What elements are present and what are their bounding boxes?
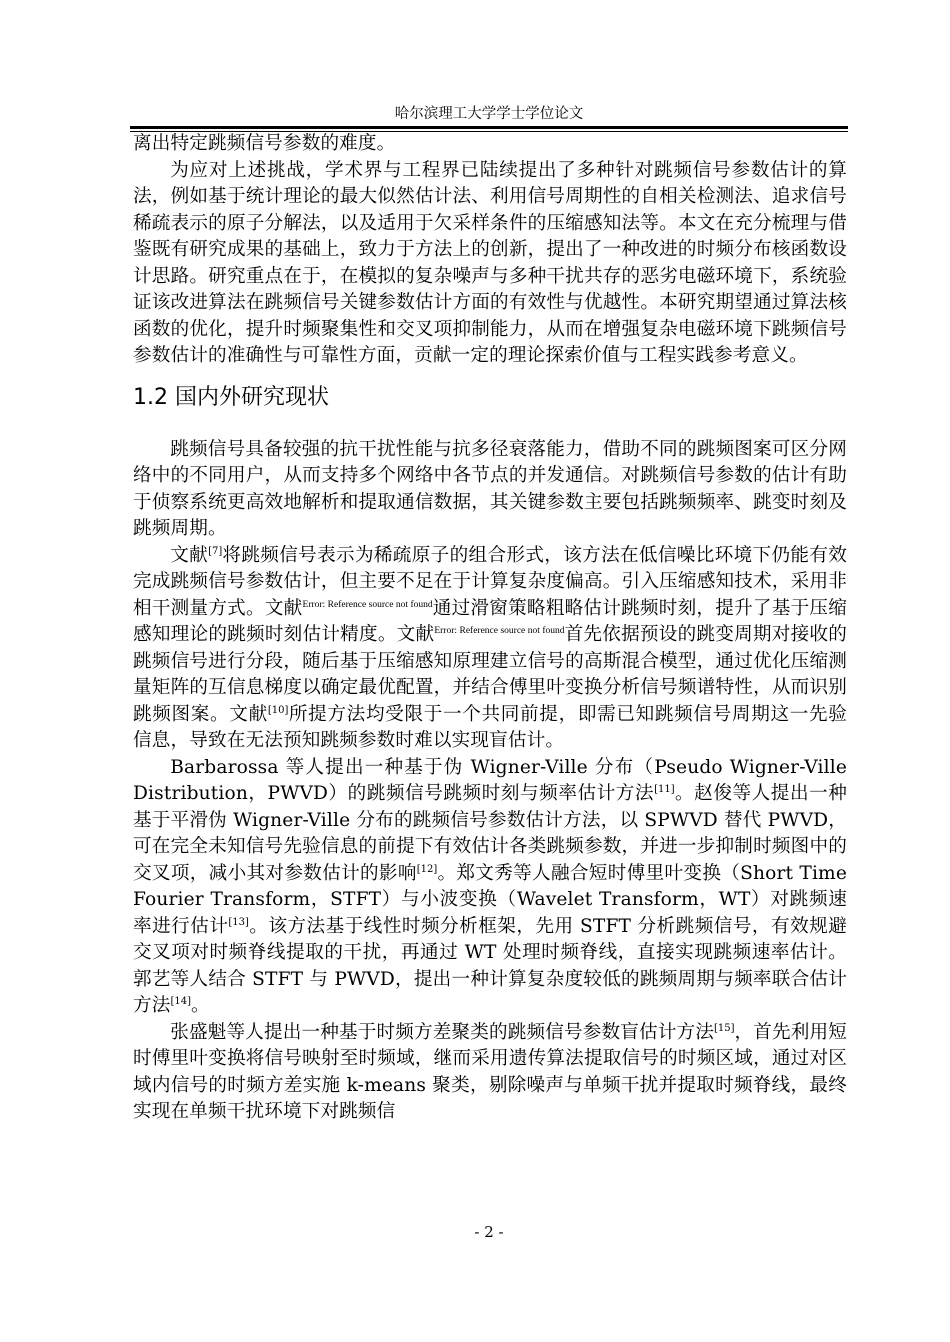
text-run: 。该方法基于线性时频分析框架，先用 STFT 分析跳频信号，有效规避交叉项对时频脊线提取的干扰，再通过 WT 处理时频脊线，直接实现跳频速率估计。郭艺等人结合 STFT 与 PWVD，提出一种计算复杂度较低的跳频周期与频率联合估计方法 (133, 915, 847, 1016)
citation: [10] (267, 704, 289, 716)
text-run: ，首先利用短时傅里叶变换将信号映射至时频域，继而采用遗传算法提取信号的时频区域，通过对区域内信号的时频方差实施 k-means 聚类，剔除噪声与单频干扰并提取时频脊线，最终实现在单频干扰环境下对跳频信 (133, 1021, 847, 1122)
paragraph-literature (133, 543, 847, 755)
running-header: 哈尔滨理工大学学士学位论文 (394, 106, 584, 122)
page-body (133, 131, 847, 1126)
text-run: 将跳频信号表示为稀疏原子的组合形式，该方法在低信噪比环境下仍能有效完成跳频信号参数估计，但主要不足在于计算复杂度偏高。引入压缩感知技术，采用非相干测量方式。文献 (133, 544, 847, 619)
citation: [7] (208, 545, 223, 557)
text-run: 通过滑窗策略粗略估计跳频时刻，提升了基于压缩感知理论的跳频时刻估计精度。文献 (133, 597, 847, 645)
reference-error: Error: Reference source not found (434, 626, 565, 636)
text-run: 。赵俊等人提出一种基于平滑伪 Wigner-Ville 分布的跳频信号参数估计方法，以 SPWVD 替代 PWVD，可在完全未知信号先验信息的前提下有效估计各类跳频参数，并进一步抑制时频图中的交叉项，减小其对参数估计的影响 (133, 783, 847, 884)
section-heading: 1.2 国内外研究现状 (133, 384, 329, 410)
paragraph-clustering (133, 1020, 847, 1126)
text-run: 。郑文秀等人融合短时傅里叶变换（Short Time Fourier Transform，STFT）与小波变换（Wavelet Transform，WT）对跳频速率进行估计 (133, 862, 847, 937)
paragraph-wigner-ville (133, 755, 847, 1020)
citation: [11] (654, 784, 675, 795)
paragraph-challenges: 为应对上述挑战，学术界与工程界已陆续提出了多种针对跳频信号参数估计的算法，例如基于统计理论的最大似然估计法、利用信号周期性的自相关检测法、追求信号稀疏表示的原子分解法，以及适用于欠采样条件的压缩感知法等。本文在充分梳理与借鉴既有研究成果的基础上，致力于方法上的创新，提出了一种改进的时频分布核函数设计思路。研究重点在于，在模拟的复杂噪声与多种干扰共存的恶劣电磁环境下，系统验证该改进算法在跳频信号关键参数估计方面的有效性与优越性。本研究期望通过算法核函数的优化，提升时频聚集性和交叉项抑制能力，从而在增强复杂电磁环境下跳频信号参数估计的准确性与可靠性方面，贡献一定的理论探索价值与工程实践参考意义。 (133, 159, 847, 366)
citation: [15] (713, 1022, 735, 1034)
citation: [12] (416, 863, 438, 875)
text-run: 所提方法均受限于一个共同前提，即需已知跳频信号周期这一先验信息，导致在无法预知跳频参数时难以实现盲估计。 (133, 703, 847, 751)
citation: [14] (170, 996, 192, 1007)
text-run: 文献 (170, 544, 209, 566)
header-rule-thick (130, 126, 848, 129)
continuation-paragraph: 离出特定跳频信号参数的难度。 (133, 133, 396, 154)
text-run: 张盛魁等人提出一种基于时频方差聚类的跳频信号参数盲估计方法 (170, 1021, 714, 1043)
text-run: 首先依据预设的跳变周期对接收的跳频信号进行分段，随后基于压缩感知原理建立信号的高斯混合模型，通过优化压缩测量矩阵的互信息梯度以确定最优配置，并结合傅里叶变换分析信号频谱特性，从而识别跳频图案。文献 (133, 624, 847, 725)
reference-error: Error: Reference source not found (302, 599, 433, 610)
page-number: - 2 - (474, 1223, 504, 1241)
text-run: 。 (191, 995, 210, 1016)
text-run: Barbarossa 等人提出一种基于伪 Wigner-Ville 分布（Pseudo Wigner-Ville Distribution，PWVD）的跳频信号跳频时刻与频率估计方法 (133, 756, 847, 804)
citation: [13] (228, 916, 249, 928)
paragraph-fh-intro: 跳频信号具备较强的抗干扰性能与抗多径衰落能力，借助不同的跳频图案可区分网络中的不同用户，从而支持多个网络中各节点的并发通信。对跳频信号参数的估计有助于侦察系统更高效地解析和提取通信数据，其关键参数主要包括跳频频率、跳变时刻及跳频周期。 (133, 438, 847, 539)
